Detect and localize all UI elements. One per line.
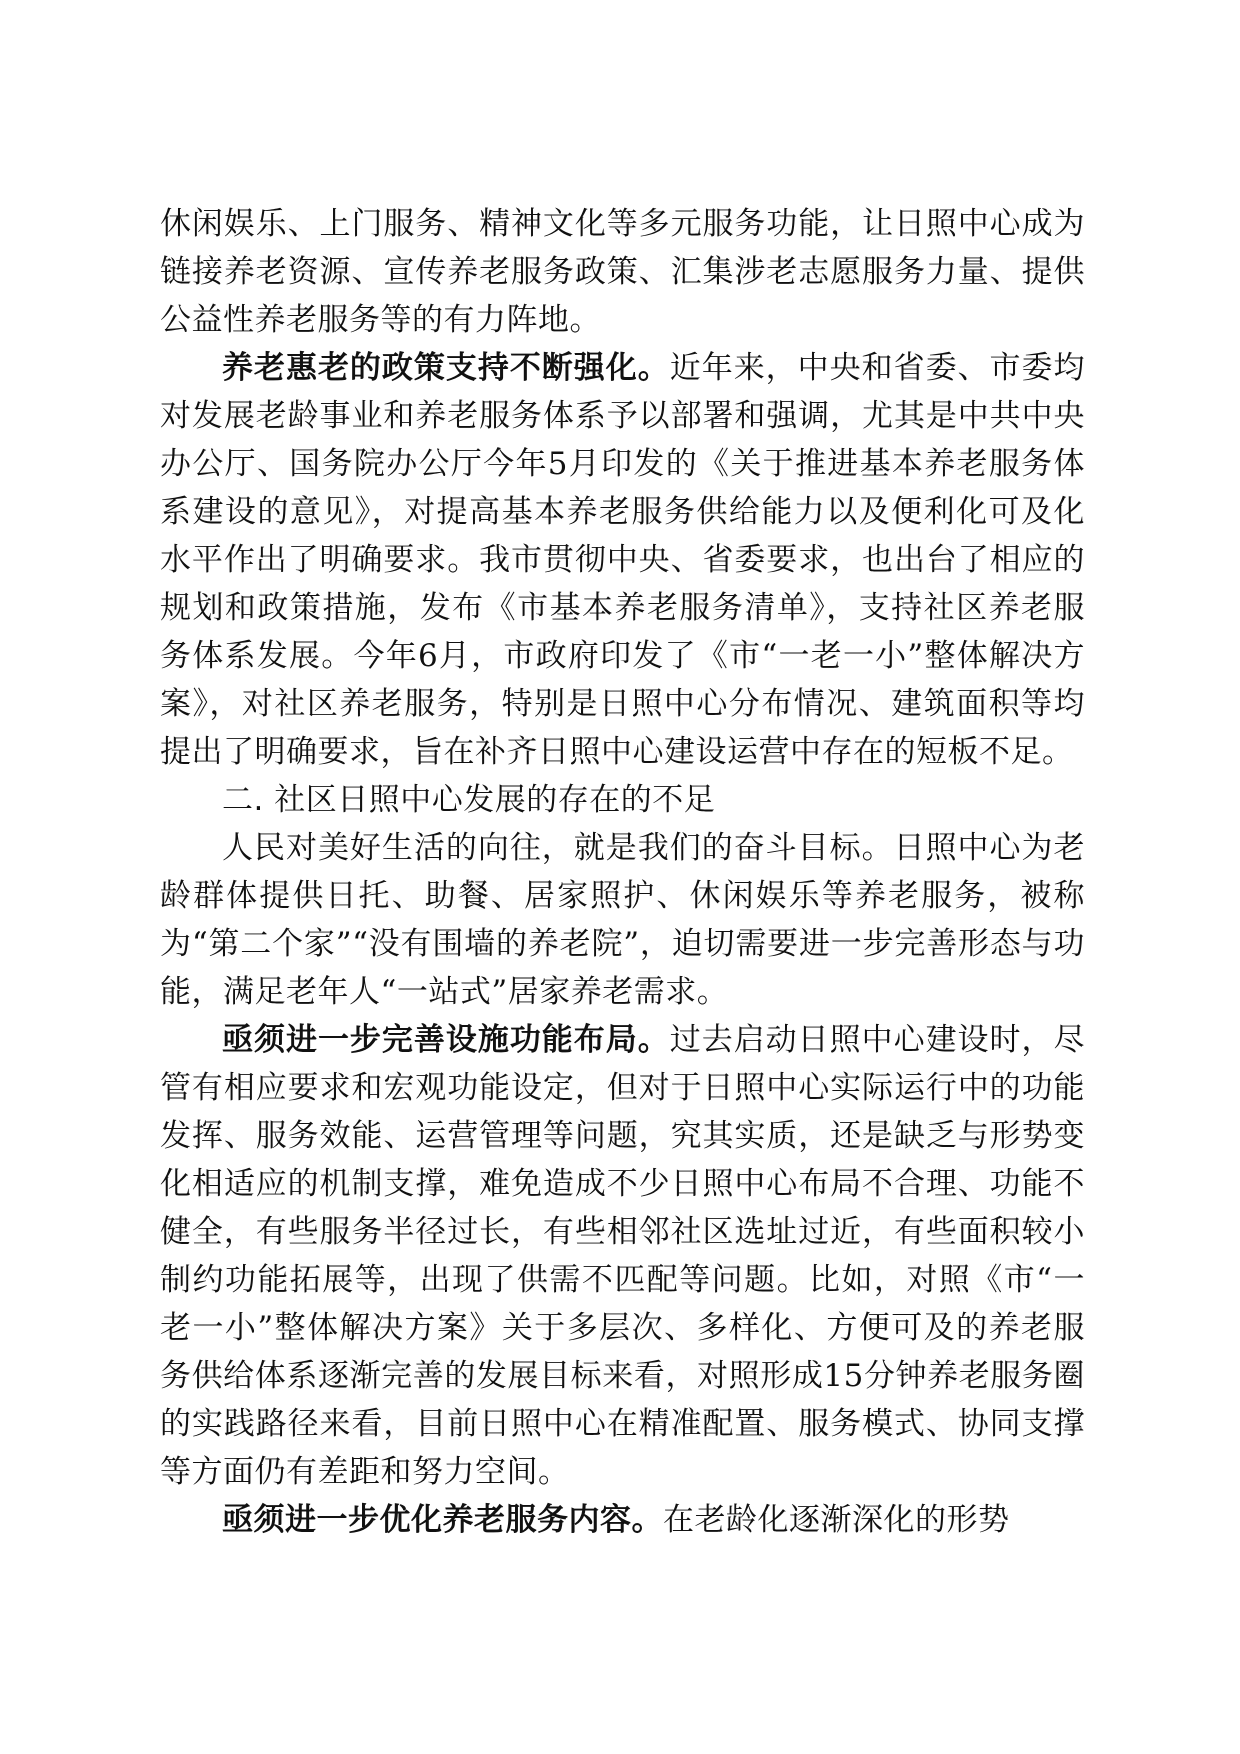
paragraph-lead: 亟须进一步优化养老服务内容。: [222, 1502, 663, 1538]
section-heading: 二. 社区日照中心发展的存在的不足: [222, 782, 716, 818]
document-body: [160, 200, 1085, 1544]
paragraph-text: 休闲娱乐、上门服务、精神文化等多元服务功能，让日照中心成为链接养老资源、宣传养老服务政策、汇集涉老志愿服务力量、提供公益性养老服务等的有力阵地。: [160, 206, 1085, 338]
paragraph-text: 在老龄化逐渐深化的形势: [663, 1502, 1010, 1538]
paragraph-lead: 亟须进一步完善设施功能布局。: [222, 1022, 670, 1058]
paragraph-text: 过去启动日照中心建设时，尽管有相应要求和宏观功能设定，但对于日照中心实际运行中的功能发挥、服务效能、运营管理等问题，究其实质，还是缺乏与形势变化相适应的机制支撑，难免造成不少日照中心布局不合理、功能不健全，有些服务半径过长，有些相邻社区选址过近，有些面积较小制约功能拓展等，出现了供需不匹配等问题。比如，对照《市“一老一小”整体解决方案》关于多层次、多样化、方便可及的养老服务供给体系逐渐完善的发展目标来看，对照形成15分钟养老服务圈的实践路径来看，目前日照中心在精准配置、服务模式、协同支撑等方面仍有差距和努力空间。: [160, 1022, 1086, 1490]
paragraph-continued: [160, 200, 1085, 344]
paragraph-lead: 养老惠老的政策支持不断强化。: [222, 350, 670, 386]
paragraph-service-content: [160, 1496, 1085, 1544]
paragraph-facility-layout: [160, 1016, 1085, 1496]
paragraph-text: 人民对美好生活的向往，就是我们的奋斗目标。日照中心为老龄群体提供日托、助餐、居家照护、休闲娱乐等养老服务，被称为“第二个家”“没有围墙的养老院”，迫切需要进一步完善形态与功能，满足老年人“一站式”居家养老需求。: [160, 830, 1085, 1010]
paragraph-text: 近年来，中央和省委、市委均对发展老龄事业和养老服务体系予以部署和强调，尤其是中共中央办公厅、国务院办公厅今年5月印发的《关于推进基本养老服务体系建设的意见》，对提高基本养老服务供给能力以及便利化可及化水平作出了明确要求。我市贯彻中央、省委要求，也出台了相应的规划和政策措施，发布《市基本养老服务清单》，支持社区养老服务体系发展。今年6月，市政府印发了《市“一老一小”整体解决方案》，对社区养老服务，特别是日照中心分布情况、建筑面积等均提出了明确要求，旨在补齐日照中心建设运营中存在的短板不足。: [160, 350, 1086, 770]
paragraph-policy-support: [160, 344, 1085, 776]
paragraph-intro: [160, 824, 1085, 1016]
